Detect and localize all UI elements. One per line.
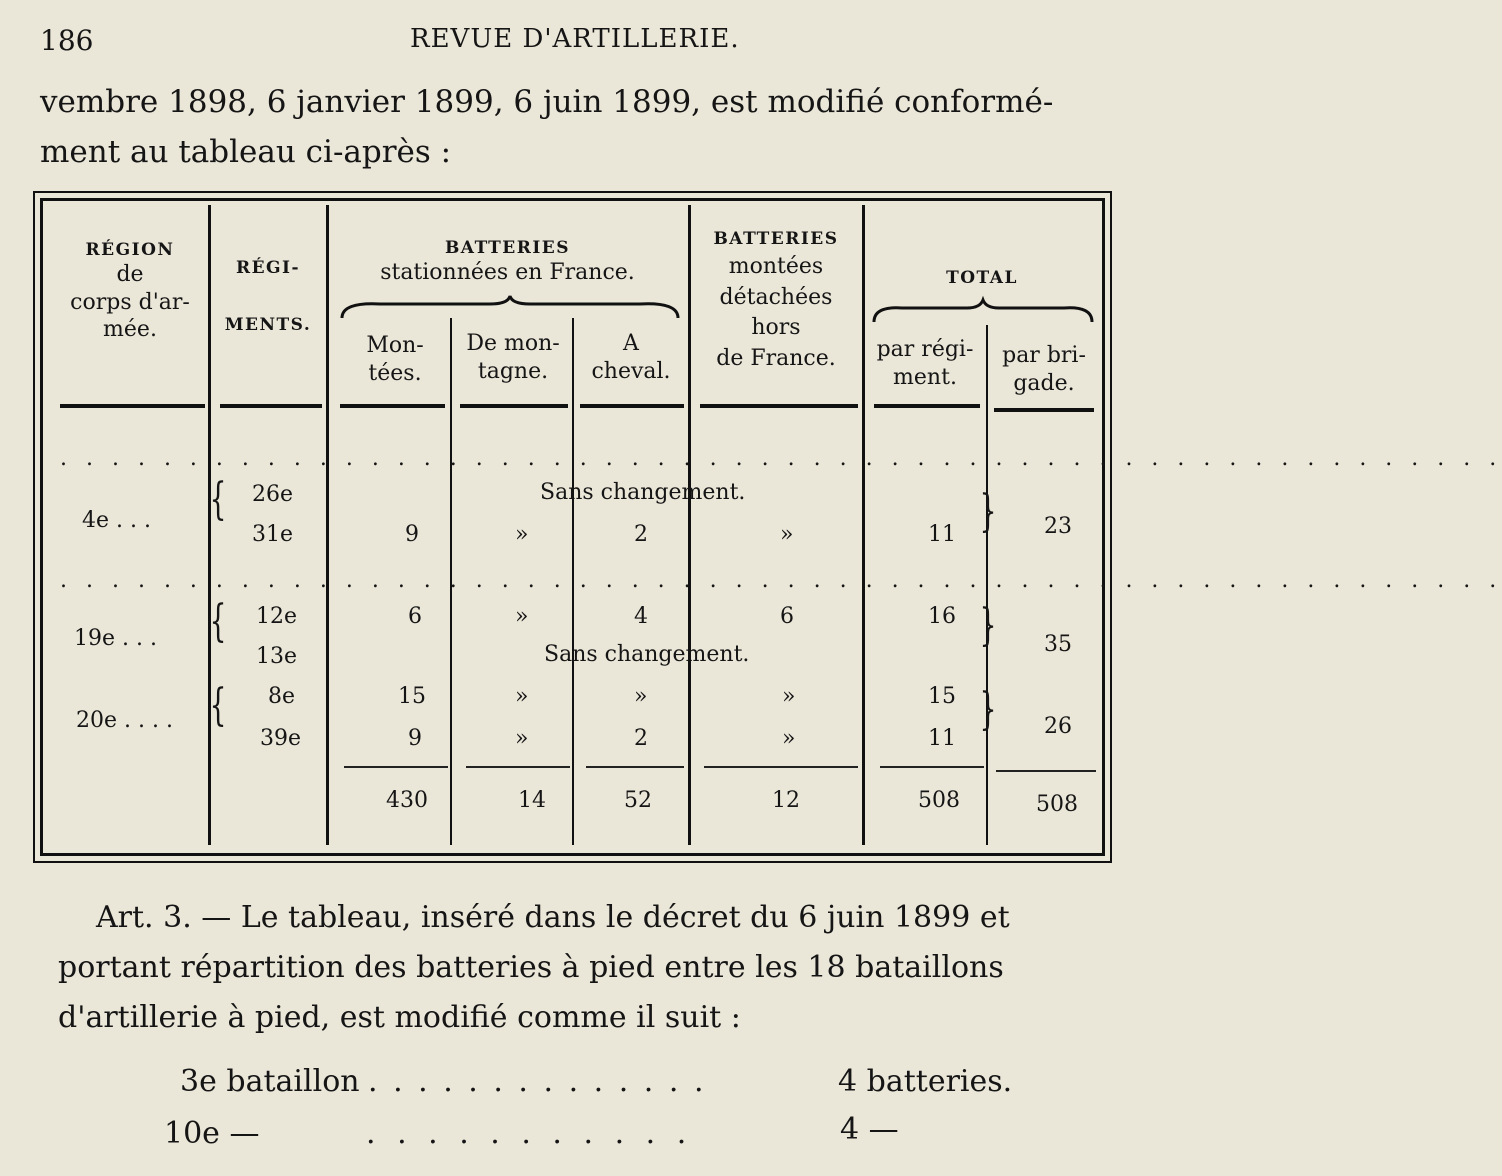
row-regiment: 13e — [256, 644, 298, 669]
article-line-2: portant répartition des batteries à pied entre les 18 bataillons — [58, 950, 1004, 985]
row-regiment: 31e — [252, 522, 294, 547]
totals-rule — [880, 766, 984, 768]
total-par-regiment: 508 — [918, 788, 960, 813]
cell-cheval: » — [634, 684, 648, 709]
cell-par-regiment: 11 — [928, 726, 956, 751]
cell-par-brigade: 26 — [1044, 714, 1072, 739]
total-par-brigade: 508 — [1036, 792, 1078, 817]
row-region: 19e . . . — [74, 626, 157, 651]
sans-changement: Sans changement. — [544, 642, 750, 667]
row-region: 4e . . . — [82, 508, 151, 533]
header-rule — [60, 404, 205, 408]
header-rule — [580, 404, 684, 408]
total-montees: 430 — [386, 788, 428, 813]
cell-montees: 9 — [405, 522, 419, 547]
cell-par-brigade: 35 — [1044, 632, 1072, 657]
list-value: 4 — — [840, 1112, 899, 1147]
total-cheval: 52 — [624, 788, 652, 813]
header-cheval: A cheval. — [591, 331, 671, 384]
row-regiment: 8e — [268, 684, 296, 709]
total-hors: 12 — [772, 788, 800, 813]
cell-hors: » — [782, 684, 796, 709]
cell-par-regiment: 15 — [928, 684, 956, 709]
intro-line-1: vembre 1898, 6 janvier 1899, 6 juin 1899, est modifié conformé- — [40, 84, 1054, 120]
cell-par-regiment: 16 — [928, 604, 956, 629]
header-region: RÉGION de corps d'ar- mée. — [70, 240, 190, 343]
header-montees: Mon- tées. — [366, 333, 424, 386]
header-rule — [220, 404, 322, 408]
cell-montees: 9 — [408, 726, 422, 751]
dotted-row: . . . . . . . . . . . . . . . . . . . . . . . . . . . . . . . . . . . . . . . . . . . . . . . . . . . . . . . . — [60, 568, 1502, 593]
col-divider-hors — [862, 205, 865, 845]
totals-rule — [586, 766, 684, 768]
article-line-3: d'artillerie à pied, est modifié comme il suit : — [58, 1000, 741, 1035]
header-regiments: RÉGI- MENTS. — [224, 258, 312, 336]
col-divider-region — [208, 205, 211, 845]
list-item: 10e — — [164, 1116, 260, 1151]
header-rule — [994, 408, 1094, 412]
totals-rule — [344, 766, 448, 768]
row-regiment: 39e — [260, 726, 302, 751]
header-rule — [340, 404, 445, 408]
row-regiment: 12e — [256, 604, 298, 629]
header-par-brigade: par bri- gade. — [1002, 343, 1086, 396]
cell-montagne: » — [515, 522, 529, 547]
cell-par-brigade: 23 — [1044, 514, 1072, 539]
header-france-group: BATTERIES stationnées en France. — [380, 238, 635, 286]
header-total: TOTAL — [946, 268, 1018, 288]
running-head: REVUE D'ARTILLERIE. — [410, 24, 740, 54]
brace: { — [209, 680, 227, 731]
col-divider-regiments — [326, 205, 329, 845]
brace: { — [209, 596, 227, 647]
totals-rule — [996, 770, 1096, 772]
cell-montagne: » — [515, 684, 529, 709]
cell-hors: 6 — [780, 604, 794, 629]
dotted-row: . . . . . . . . . . . . . . . . . . . . . . . . . . . . . . . . . . . . . . . . . . . . . . . . . . . . . . . . — [60, 446, 1502, 471]
brace: } — [979, 684, 997, 735]
cell-hors: » — [782, 726, 796, 751]
cell-cheval: 2 — [634, 522, 648, 547]
sans-changement: Sans changement. — [540, 480, 746, 505]
totals-rule — [704, 766, 858, 768]
cell-montagne: » — [515, 726, 529, 751]
cell-cheval: 2 — [634, 726, 648, 751]
brace: { — [209, 474, 227, 525]
list-leader-dots: . . . . . . . . . . . . . . — [368, 1064, 707, 1099]
total-montagne: 14 — [518, 788, 546, 813]
list-value: 4 batteries. — [838, 1064, 1013, 1099]
header-montagne: De mon- tagne. — [466, 331, 560, 384]
brace: } — [979, 600, 997, 651]
header-rule — [700, 404, 858, 408]
row-region: 20e . . . . — [76, 708, 173, 733]
header-rule — [460, 404, 568, 408]
totals-rule — [466, 766, 570, 768]
cell-montees: 15 — [398, 684, 426, 709]
header-rule — [874, 404, 980, 408]
page-number: 186 — [40, 24, 94, 57]
cell-montagne: » — [515, 604, 529, 629]
cell-montees: 6 — [408, 604, 422, 629]
header-total-brace — [872, 300, 1094, 326]
brace: } — [979, 486, 997, 537]
cell-cheval: 4 — [634, 604, 648, 629]
row-regiment: 26e — [252, 482, 294, 507]
header-hors-france: BATTERIES montées détachées hors de France. — [713, 229, 839, 372]
cell-par-regiment: 11 — [928, 522, 956, 547]
intro-line-2: ment au tableau ci-après : — [40, 134, 452, 170]
header-par-regiment: par régi- ment. — [876, 337, 974, 390]
header-france-brace — [340, 296, 680, 322]
col-divider-france — [688, 205, 691, 845]
article-line-1: Art. 3. — Le tableau, inséré dans le décret du 6 juin 1899 et — [96, 900, 1010, 935]
list-item: 3e bataillon — [180, 1064, 360, 1099]
list-leader-dots: . . . . . . . . . . . — [366, 1116, 693, 1151]
cell-hors: » — [780, 522, 794, 547]
